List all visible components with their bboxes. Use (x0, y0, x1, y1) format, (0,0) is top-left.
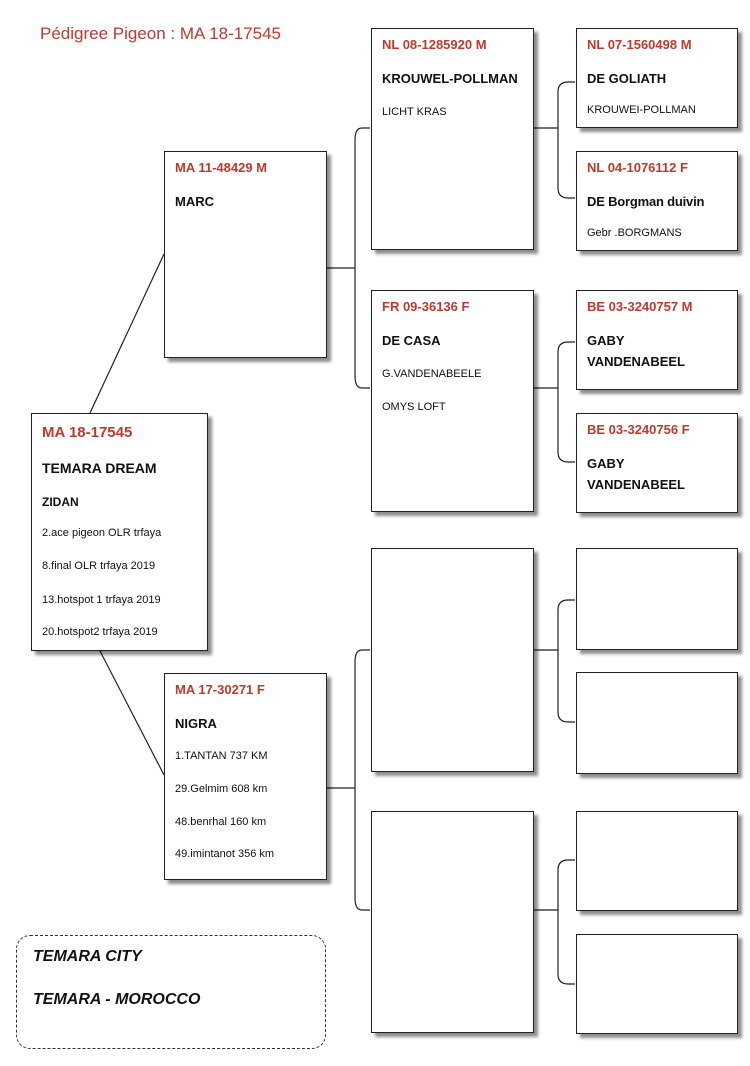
subject-alias: ZIDAN (42, 495, 79, 509)
sire-sire-line: LICHT KRAS (382, 106, 447, 118)
subject-result: 20.hotspot2 trfaya 2019 (42, 626, 158, 638)
dam-result: 49.imintanot 356 km (175, 848, 275, 860)
ss-dam-card (576, 151, 738, 251)
sd-dam-name: GABY (587, 456, 625, 471)
sire-sire-ring: NL 08-1285920 M (382, 37, 487, 52)
ss-dam-name: DE Borgman duivin (587, 194, 705, 209)
sire-ring: MA 11-48429 M (175, 160, 268, 175)
subject-name: TEMARA DREAM (42, 460, 157, 476)
sd-dam-name: VANDENABEEL (587, 477, 685, 492)
address-box (16, 935, 326, 1049)
sire-name: MARC (175, 194, 214, 209)
subject-result: 13.hotspot 1 trfaya 2019 (42, 594, 161, 606)
sd-sire-ring: BE 03-3240757 M (587, 299, 693, 314)
sire-sire-card (371, 28, 534, 250)
ss-dam-ring: NL 04-1076112 F (587, 160, 688, 175)
dam-name: NIGRA (175, 716, 217, 731)
dam-result: 29.Gelmim 608 km (175, 783, 268, 795)
ss-sire-ring: NL 07-1560498 M (587, 37, 692, 52)
sire-dam-ring: FR 09-36136 F (382, 299, 470, 314)
address-city: TEMARA CITY (33, 948, 142, 965)
sire-dam-line: OMYS LOFT (382, 401, 446, 413)
subject-ring: MA 18-17545 (42, 424, 133, 441)
sire-dam-line: G.VANDENABEELE (382, 368, 482, 380)
dam-ring: MA 17-30271 F (175, 682, 265, 697)
ss-sire-name: DE GOLIATH (587, 71, 667, 86)
sire-sire-name: KROUWEL-POLLMAN (382, 71, 518, 86)
sire-dam-card (371, 290, 534, 512)
subject-result: 8.final OLR trfaya 2019 (42, 560, 156, 572)
dd-sire-card (576, 811, 738, 911)
ss-sire-card (576, 28, 738, 128)
subject-result: 2.ace pigeon OLR trfaya (42, 527, 162, 539)
pedigree-title: Pédigree Pigeon : MA 18-17545 (40, 24, 282, 43)
sd-dam-ring: BE 03-3240756 F (587, 422, 690, 437)
dam-card (164, 673, 327, 880)
ds-sire-card (576, 548, 738, 650)
address-country: TEMARA - MOROCCO (33, 991, 201, 1008)
sire-card (164, 151, 327, 358)
ss-dam-line: Gebr .BORGMANS (587, 227, 682, 239)
dam-result: 1.TANTAN 737 KM (175, 750, 268, 762)
dam-dam-card (371, 811, 534, 1033)
dam-sire-card (371, 548, 534, 772)
subject-card (31, 413, 208, 651)
ss-sire-line: KROUWEI-POLLMAN (587, 104, 696, 116)
sd-sire-name: GABY (587, 333, 625, 348)
dd-dam-card (576, 934, 738, 1034)
sire-dam-name: DE CASA (382, 333, 441, 348)
dam-result: 48.benrhal 160 km (175, 816, 267, 828)
sd-dam-card (576, 413, 738, 513)
sd-sire-card (576, 290, 738, 390)
sd-sire-name: VANDENABEEL (587, 354, 685, 369)
ds-dam-card (576, 672, 738, 774)
